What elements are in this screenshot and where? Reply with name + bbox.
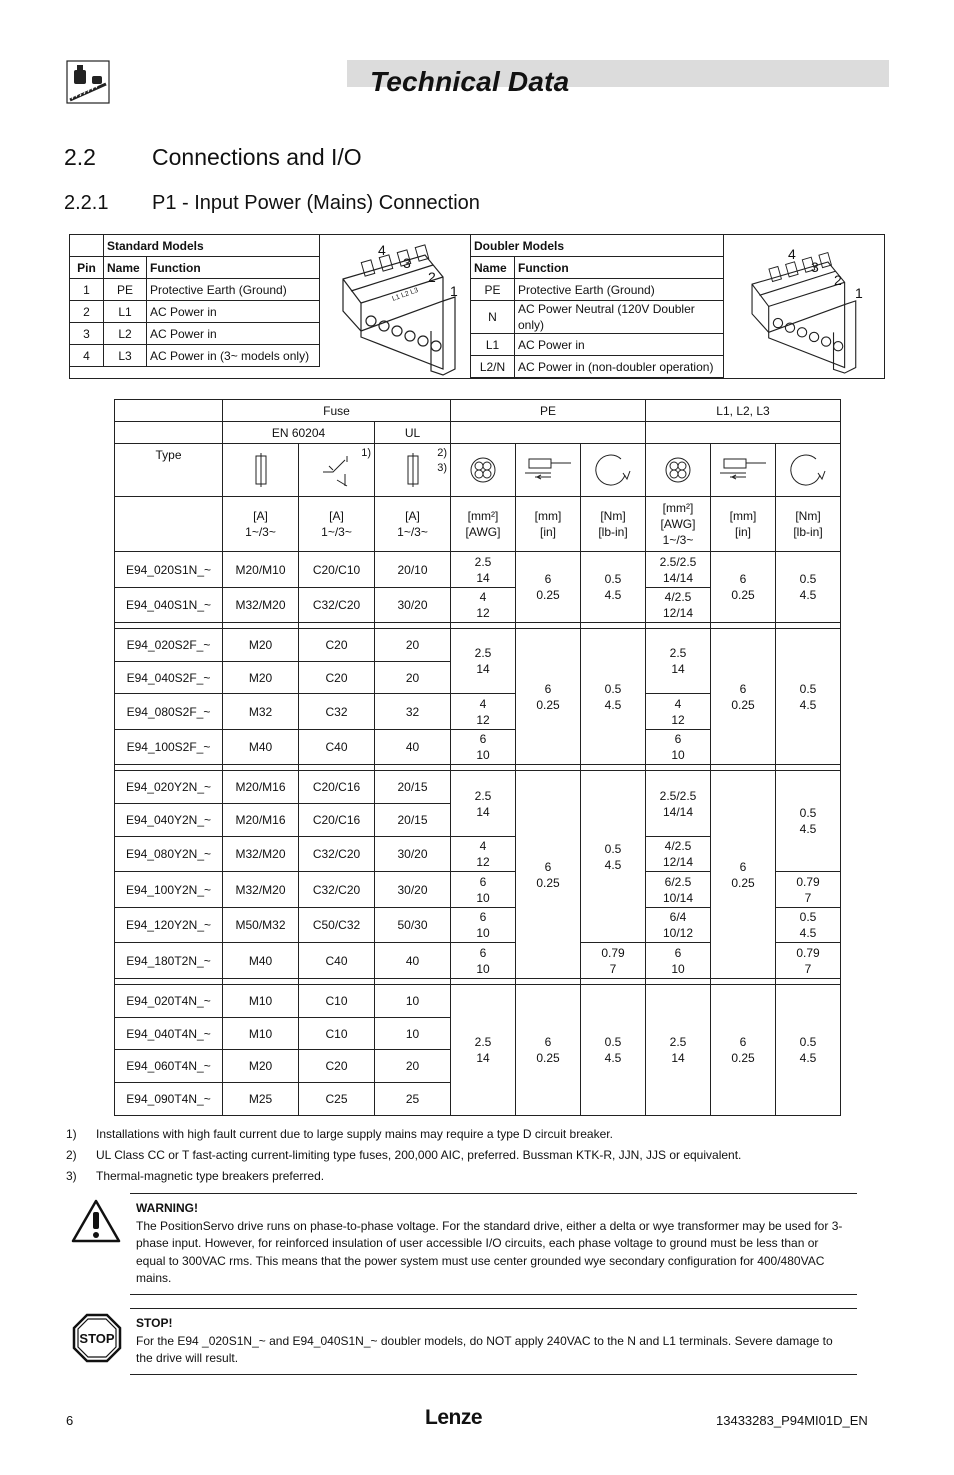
col-pin: Pin — [70, 257, 104, 279]
table-row: E94_020S2F_~ M20 C20 20 2.5 14 6 0.25 0.5 4.5 2.5 14 6 0.25 0.5 4.5 — [115, 629, 841, 662]
page-title: Technical Data — [370, 66, 570, 97]
standard-connector-drawing — [325, 241, 470, 376]
header-ul: UL — [375, 422, 451, 444]
col-name: Name — [104, 257, 147, 279]
page-number: 6 — [66, 1413, 74, 1428]
subsection-heading: 2.2.1 P1 - Input Power (Mains) Connection — [64, 192, 480, 214]
warning-title: WARNING! — [136, 1201, 198, 1215]
connector-number: 3 — [811, 259, 819, 275]
standard-models-table — [69, 234, 320, 367]
header-fuse: Fuse — [223, 400, 451, 422]
stop-title: STOP! — [136, 1316, 173, 1330]
section-heading: 2.2 Connections and I/O — [64, 144, 362, 170]
table-row: 1 PE Protective Earth (Ground) — [70, 279, 320, 301]
svg-text:L1 L2 L3: L1 L2 L3 — [391, 286, 420, 303]
header-l1-l2-l3: L1, L2, L3 — [646, 400, 841, 422]
warning-note — [130, 1193, 857, 1295]
wire-cross-section-icon — [664, 456, 692, 484]
connector-number: 4 — [788, 246, 796, 262]
stop-text: For the E94 _020S1N_~ and E94_040S1N_~ doubler models, do NOT apply 240VAC to the N and L1 terminals. Severe damage to the drive will result. — [136, 1333, 833, 1365]
torque-icon — [788, 451, 828, 489]
table-row: E94_040S2F_~ M20 C20 20 — [115, 662, 841, 694]
table-row: E94_090T4N_~ M25 C25 25 — [115, 1083, 841, 1116]
pin-assignment-box — [69, 234, 885, 379]
warning-icon — [70, 1198, 122, 1244]
table-row: E94_020S1N_~ M20/M10 C20/C10 20/10 2.5 14 6 0.25 0.5 4.5 2.5/2.5 14/14 6 0.25 0.5 4.5 — [115, 552, 841, 588]
doubler-connector-drawing — [730, 249, 875, 374]
doubler-models-title: Doubler Models — [471, 235, 724, 257]
header-pe: PE — [451, 400, 646, 422]
wire-cross-section-icon — [469, 456, 497, 484]
footnote: 2) UL Class CC or T fast-acting current-limiting type fuses, 200,000 AIC, preferred. Bussman KTK-R, JJN, JJS or equivalent. — [66, 1148, 742, 1162]
table-row: 4 L3 AC Power in (3~ models only) — [70, 345, 320, 367]
footnote: 3) Thermal-magnetic type breakers preferred. — [66, 1169, 325, 1183]
table-row: E94_100Y2N_~ M32/M20 C32/C20 30/20 6 10 6/2.5 10/14 0.79 7 — [115, 872, 841, 908]
footnote-ref: 2) — [437, 447, 447, 459]
standard-models-title: Standard Models — [104, 235, 320, 257]
connector-number: 2 — [428, 269, 436, 285]
fuse-icon — [253, 453, 269, 487]
col-function: Function — [147, 257, 320, 279]
table-row: E94_040Y2N_~ M20/M16 C20/C16 20/15 — [115, 804, 841, 837]
table-row: E94_020Y2N_~ M20/M16 C20/C16 20/15 2.5 14 6 0.25 0.5 4.5 2.5/2.5 14/14 6 0.25 0.5 4.5 — [115, 771, 841, 804]
table-row: E94_080S2F_~ M32 C32 32 4 12 4 12 — [115, 694, 841, 730]
scale-icon — [66, 60, 110, 104]
footnotes — [66, 1124, 741, 1187]
table-row: E94_040S1N_~ M32/M20 C32/C20 30/20 4 12 4/2.5 12/14 — [115, 588, 841, 623]
warning-text: The PositionServo drive runs on phase-to-phase voltage. For the standard drive, either a delta or wye transformer may be used for 3-phase input. However, for reinforced insulation of user accessible I/O circuits, each phase voltage to ground must be less than or equal to 300VAC rms. This means that the power system must use center grounded wye secondary configuration for 400/480VAC mains. — [136, 1218, 843, 1285]
footnote: 1) Installations with high fault current due to large supply mains may require a type D circuit breaker. — [66, 1127, 613, 1141]
connector-number: 4 — [378, 242, 386, 258]
table-row: 2 L1 AC Power in — [70, 301, 320, 323]
units-row: [A] 1~/3~ [A] 1~/3~ [A] 1~/3~ [mm²] [AWG] [mm] [in] [Nm] [lb-in] [mm²] [AWG] 1~/3~ [mm] [in] [Nm] [lb-in] — [115, 497, 841, 552]
table-row: E94_180T2N_~ M40 C40 40 6 10 0.79 7 6 10 0.79 7 — [115, 943, 841, 979]
doubler-models-table — [470, 234, 724, 378]
svg-text:STOP: STOP — [79, 1331, 115, 1346]
strip-length-icon — [523, 457, 573, 483]
table-row: E94_100S2F_~ M40 C40 40 6 10 6 10 — [115, 730, 841, 765]
strip-length-icon — [718, 457, 768, 483]
table-row: E94_060T4N_~ M20 C20 20 — [115, 1050, 841, 1083]
connector-number: 1 — [855, 285, 863, 301]
table-row: 3 L2 AC Power in — [70, 323, 320, 345]
col-function: Function — [515, 257, 724, 279]
connector-number: 3 — [403, 255, 411, 271]
col-name: Name — [471, 257, 515, 279]
lenze-logo: Lenze — [425, 1406, 483, 1429]
table-row: L1 AC Power in — [471, 334, 724, 356]
table-row: E94_080Y2N_~ M32/M20 C32/C20 30/20 4 12 4/2.5 12/14 — [115, 837, 841, 872]
table-row: L2/N AC Power in (non-doubler operation) — [471, 356, 724, 378]
table-row: E94_120Y2N_~ M50/M32 C50/C32 50/30 6 10 6/4 10/12 0.5 4.5 — [115, 908, 841, 943]
connector-number: 1 — [450, 283, 458, 299]
table-row: E94_020T4N_~ M10 C10 10 2.5 14 6 0.25 0.5 4.5 2.5 14 6 0.25 0.5 4.5 — [115, 985, 841, 1018]
header-en60204: EN 60204 — [223, 422, 375, 444]
table-row: PE Protective Earth (Ground) — [471, 279, 724, 301]
footnote-ref: 3) — [437, 462, 447, 474]
connector-number: 2 — [834, 272, 842, 288]
table-row: N AC Power Neutral (120V Doubler only) — [471, 301, 724, 334]
ul-fuse-icon — [405, 453, 421, 487]
circuit-breaker-icon — [319, 452, 355, 488]
footnote-ref: 1) — [361, 447, 371, 459]
torque-icon — [593, 451, 633, 489]
document-number: 13433283_P94MI01D_EN — [716, 1413, 868, 1428]
header-type: Type — [115, 444, 223, 497]
stop-note — [130, 1308, 857, 1375]
table-row: E94_040T4N_~ M10 C10 10 — [115, 1018, 841, 1050]
stop-icon — [72, 1313, 122, 1363]
fuse-wire-table — [114, 399, 841, 1116]
